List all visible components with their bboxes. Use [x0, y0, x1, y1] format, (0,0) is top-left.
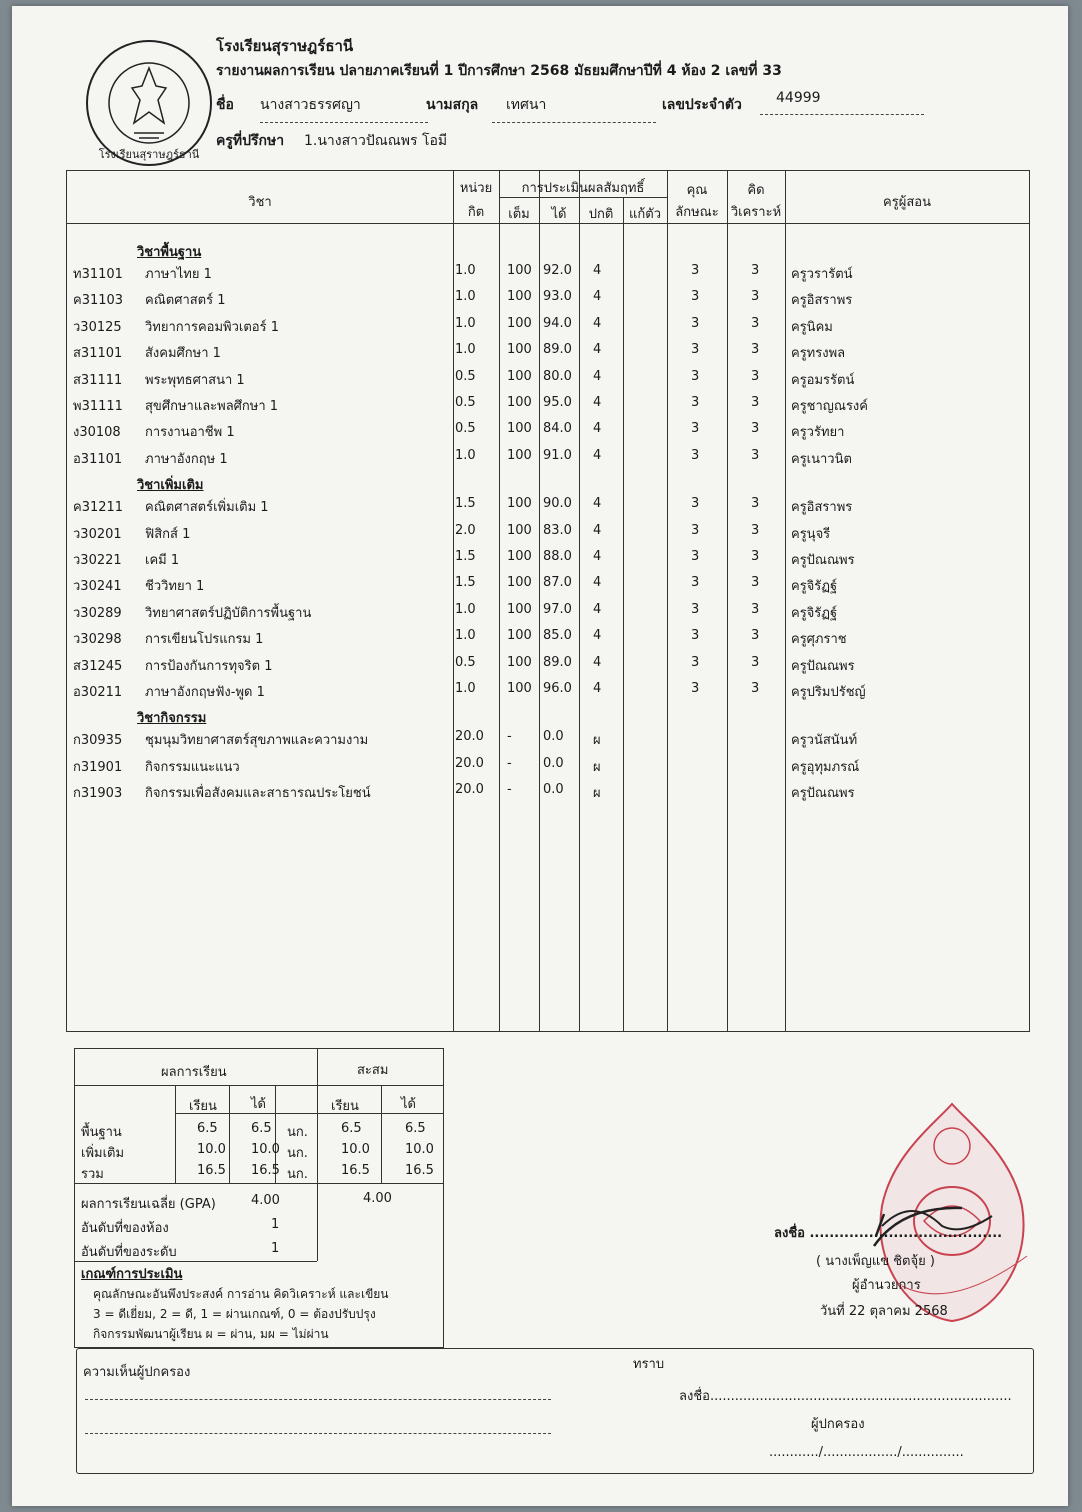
course-char: 3 — [691, 522, 700, 538]
header-think-top: คิด — [747, 183, 765, 198]
course-grade: 4 — [593, 395, 602, 410]
criteria-line-3: กิจกรรมพัฒนาผู้เรียน ผ = ผ่าน, มผ = ไม่ผ่าน — [93, 1327, 329, 1341]
course-teacher: ครูวรารัตน์ — [791, 267, 853, 282]
course-score: 80.0 — [543, 368, 572, 384]
summary-unit-abbr: นก. — [287, 1146, 308, 1161]
course-name: ชุมนุมวิทยาศาสตร์สุขภาพและความงาม — [145, 733, 369, 749]
course-code: ค31211 — [73, 500, 124, 516]
course-full: 100 — [507, 342, 532, 358]
section-title: วิชากิจกรรม — [137, 711, 207, 727]
course-code: ว30298 — [73, 632, 122, 648]
course-teacher: ครูนิคม — [791, 319, 833, 335]
summary-study: 16.5 — [197, 1163, 226, 1178]
course-unit: 20.0 — [455, 782, 484, 798]
course-code: ว30221 — [73, 553, 122, 568]
course-full: - — [507, 782, 512, 798]
course-char: 3 — [691, 628, 700, 644]
summary-got-label: ได้ — [251, 1097, 266, 1112]
course-code: พ31111 — [73, 399, 123, 414]
course-unit: 0.5 — [455, 421, 476, 437]
course-char: 3 — [691, 315, 700, 331]
course-unit: 1.5 — [455, 496, 476, 512]
course-code: ก31903 — [73, 786, 123, 802]
table-row — [67, 778, 1029, 804]
summary-unit-abbr: นก. — [287, 1125, 308, 1140]
course-char: 3 — [691, 496, 700, 512]
first-name-value: นางสาวธรรศญา — [260, 94, 428, 123]
course-teacher: ครูอิสราพร — [791, 500, 853, 516]
course-score: 83.0 — [543, 522, 572, 538]
summary-got: 6.5 — [251, 1121, 272, 1136]
criteria-title: เกณฑ์การประเมิน — [81, 1267, 183, 1282]
course-char: 3 — [691, 575, 700, 591]
course-score: 88.0 — [543, 549, 572, 564]
header-teacher: ครูผู้สอน — [883, 195, 931, 210]
criteria-line-1: คุณลักษณะอันพึงประสงค์ การอ่าน คิดวิเคราะห์ และเขียน — [93, 1287, 389, 1301]
director-name: ( นางเพ็ญแข ชิตจุ้ย ) — [816, 1254, 935, 1269]
course-teacher: ครูชาญณรงค์ — [791, 399, 868, 414]
course-teacher: ครูทรงพล — [791, 346, 846, 362]
course-char: 3 — [691, 447, 700, 463]
summary-unit-abbr: นก. — [287, 1167, 308, 1182]
course-code: อ30211 — [73, 685, 123, 700]
report-title: รายงานผลการเรียน ปลายภาคเรียนที่ 1 ปีการศึกษา 2568 มัธยมศึกษาปีที่ 4 ห้อง 2 เลขที่ 33 — [216, 63, 782, 79]
course-teacher: ครูวนัสนันท์ — [791, 733, 858, 749]
table-row — [67, 519, 1029, 545]
course-unit: 1.0 — [455, 263, 476, 278]
course-think: 3 — [751, 395, 760, 410]
course-code: ส31245 — [73, 658, 123, 674]
summary-study: 10.0 — [197, 1142, 226, 1157]
course-full: 100 — [507, 315, 532, 331]
course-full: - — [507, 729, 512, 745]
course-unit: 1.0 — [455, 447, 476, 463]
course-name: ชีววิทยา 1 — [145, 579, 205, 595]
course-score: 97.0 — [543, 601, 572, 617]
header-retake: แก้ตัว — [629, 207, 661, 222]
course-score: 0.0 — [543, 729, 564, 745]
course-name: คณิตศาสตร์ 1 — [145, 293, 226, 309]
course-char: 3 — [691, 395, 700, 410]
course-name: กิจกรรมแนะแนว — [145, 759, 240, 775]
parent-comment-box — [76, 1348, 1034, 1474]
course-full: 100 — [507, 601, 532, 617]
rank-room-label: อันดับที่ของห้อง — [81, 1221, 169, 1236]
course-unit: 20.0 — [455, 729, 484, 745]
table-row — [67, 312, 1029, 338]
course-score: 89.0 — [543, 342, 572, 358]
course-think: 3 — [751, 549, 760, 564]
course-name: การเขียนโปรแกรม 1 — [145, 632, 264, 648]
course-grade: 4 — [593, 315, 602, 331]
first-name-label: ชื่อ — [216, 97, 234, 113]
course-full: 100 — [507, 681, 532, 696]
course-think: 3 — [751, 421, 760, 437]
course-grade: 4 — [593, 421, 602, 437]
header-assessment: การประเมินผลสัมฤทธิ์ — [521, 181, 645, 196]
course-char: 3 — [691, 549, 700, 564]
table-row — [67, 651, 1029, 677]
course-code: ง30108 — [73, 425, 121, 441]
course-name: พระพุทธศาสนา 1 — [145, 372, 245, 388]
course-code: ส31101 — [73, 346, 123, 362]
course-char: 3 — [691, 368, 700, 384]
course-code: ก31901 — [73, 759, 123, 775]
course-grade: 4 — [593, 263, 602, 278]
advisor-label: ครูที่ปรึกษา — [216, 133, 285, 149]
svg-text:โรงเรียนสุราษฎร์ธานี: โรงเรียนสุราษฎร์ธานี — [98, 148, 200, 161]
course-think: 3 — [751, 315, 760, 331]
course-name: ภาษาอังกฤษ 1 — [145, 451, 228, 467]
summary-acc-study: 10.0 — [341, 1142, 370, 1157]
course-teacher: ครูวรัทยา — [791, 425, 845, 441]
course-name: กิจกรรมเพื่อสังคมและสาธารณประโยชน์ — [145, 786, 371, 802]
course-think: 3 — [751, 681, 760, 696]
course-grade: ผ — [593, 786, 601, 802]
course-full: 100 — [507, 395, 532, 410]
course-unit: 1.0 — [455, 628, 476, 644]
course-char: 3 — [691, 289, 700, 305]
course-full: 100 — [507, 496, 532, 512]
course-name: การงานอาชีพ 1 — [145, 425, 235, 441]
table-row — [67, 259, 1029, 285]
course-score: 94.0 — [543, 315, 572, 331]
course-score: 87.0 — [543, 575, 572, 591]
course-grade: 4 — [593, 681, 602, 696]
course-full: 100 — [507, 549, 532, 564]
table-row — [67, 492, 1029, 518]
header-think-bottom: วิเคราะห์ — [730, 205, 782, 220]
course-unit: 1.0 — [455, 342, 476, 358]
course-unit: 0.5 — [455, 395, 476, 410]
comment-line-2[interactable] — [85, 1433, 551, 1434]
course-char: 3 — [691, 263, 700, 278]
section-title: วิชาเพิ่มเติม — [137, 478, 204, 494]
course-think: 3 — [751, 342, 760, 358]
course-full: 100 — [507, 575, 532, 591]
course-think: 3 — [751, 368, 760, 384]
summary-result-label: ผลการเรียน — [161, 1065, 227, 1080]
summary-acc-study: 16.5 — [341, 1163, 370, 1178]
course-teacher: ครูอุทุมภรณ์ — [791, 759, 860, 775]
course-name: ฟิสิกส์ 1 — [145, 526, 191, 542]
header-char-bottom: ลักษณะ — [675, 205, 719, 220]
summary-acc-study-label: เรียน — [331, 1099, 359, 1114]
summary-study: 6.5 — [197, 1121, 218, 1136]
course-grade: 4 — [593, 368, 602, 384]
course-grade: 4 — [593, 628, 602, 644]
course-grade: 4 — [593, 522, 602, 538]
summary-acc-got: 10.0 — [405, 1142, 434, 1157]
course-full: 100 — [507, 289, 532, 305]
course-teacher: ครูนุจรี — [791, 526, 831, 542]
course-full: - — [507, 755, 512, 771]
course-think: 3 — [751, 628, 760, 644]
school-seal-logo — [84, 38, 214, 168]
course-think: 3 — [751, 601, 760, 617]
course-grade: 4 — [593, 447, 602, 463]
table-row — [67, 338, 1029, 364]
course-char: 3 — [691, 654, 700, 670]
table-row — [67, 365, 1029, 391]
course-name: ภาษาไทย 1 — [145, 267, 212, 282]
course-teacher: ครูอิสราพร — [791, 293, 853, 309]
course-teacher: ครูศุภราช — [791, 632, 847, 648]
course-teacher: ครูจิรัฏฐ์ — [791, 579, 838, 595]
course-unit: 1.5 — [455, 575, 476, 591]
summary-acc-got-label: ได้ — [401, 1097, 416, 1112]
rank-level-value: 1 — [271, 1241, 280, 1256]
course-code: ว30241 — [73, 579, 122, 595]
course-unit: 1.5 — [455, 549, 476, 564]
course-full: 100 — [507, 654, 532, 670]
director-position: ผู้อำนวยการ — [852, 1278, 921, 1293]
parent-date-line[interactable]: ............/................../............... — [769, 1445, 964, 1460]
school-name: โรงเรียนสุราษฎร์ธานี — [216, 37, 354, 55]
course-teacher: ครูปัณณพร — [791, 553, 855, 568]
course-name: วิทยาการคอมพิวเตอร์ 1 — [145, 319, 279, 335]
parent-label: ผู้ปกครอง — [811, 1417, 865, 1432]
course-grade: 4 — [593, 654, 602, 670]
course-think: 3 — [751, 575, 760, 591]
summary-got: 10.0 — [251, 1142, 280, 1157]
course-code: ว30289 — [73, 605, 122, 621]
course-unit: 1.0 — [455, 681, 476, 696]
sign-label: ลงชื่อ ....................................... — [774, 1226, 1003, 1241]
course-grade: 4 — [593, 289, 602, 305]
gpa-accum-value: 4.00 — [363, 1191, 392, 1206]
summary-row-label: รวม — [81, 1167, 104, 1182]
course-char: 3 — [691, 601, 700, 617]
header-got: ได้ — [551, 207, 567, 222]
course-char: 3 — [691, 342, 700, 358]
course-score: 93.0 — [543, 289, 572, 305]
last-name-label: นามสกุล — [426, 97, 479, 113]
course-score: 95.0 — [543, 395, 572, 410]
course-unit: 0.5 — [455, 368, 476, 384]
last-name-value: เทศนา — [492, 94, 656, 123]
course-think: 3 — [751, 447, 760, 463]
header-char-top: คุณ — [686, 183, 708, 198]
summary-table — [74, 1048, 444, 1348]
course-code: อ31101 — [73, 451, 123, 467]
course-grade: 4 — [593, 496, 602, 512]
course-think: 3 — [751, 496, 760, 512]
course-name: ภาษาอังกฤษฟัง-พูด 1 — [145, 685, 265, 700]
course-unit: 1.0 — [455, 315, 476, 331]
summary-accum-label: สะสม — [357, 1063, 389, 1078]
course-score: 89.0 — [543, 654, 572, 670]
table-row — [67, 624, 1029, 650]
course-code: ว30201 — [73, 526, 122, 542]
course-full: 100 — [507, 447, 532, 463]
course-unit: 0.5 — [455, 654, 476, 670]
course-grade: 4 — [593, 342, 602, 358]
parent-sign-line[interactable]: ลงชื่อ......................................................................... — [679, 1389, 1012, 1404]
table-row — [67, 285, 1029, 311]
course-score: 85.0 — [543, 628, 572, 644]
course-score: 0.0 — [543, 755, 564, 771]
grades-table — [66, 170, 1030, 1032]
course-score: 91.0 — [543, 447, 572, 463]
course-score: 0.0 — [543, 782, 564, 798]
header-normal: ปกติ — [588, 207, 614, 222]
comment-title: ความเห็นผู้ปกครอง — [83, 1365, 191, 1380]
course-code: ก30935 — [73, 733, 123, 749]
comment-line-1[interactable] — [85, 1399, 551, 1400]
course-score: 84.0 — [543, 421, 572, 437]
student-id-label: เลขประจำตัว — [662, 97, 742, 113]
course-grade: ผ — [593, 759, 601, 775]
course-name: การป้องกันการทุจริต 1 — [145, 658, 273, 674]
course-name: คณิตศาสตร์เพิ่มเติม 1 — [145, 500, 269, 516]
course-unit: 1.0 — [455, 601, 476, 617]
summary-acc-got: 16.5 — [405, 1163, 434, 1178]
course-full: 100 — [507, 522, 532, 538]
summary-row-label: พื้นฐาน — [81, 1125, 122, 1140]
course-name: วิทยาศาสตร์ปฏิบัติการพื้นฐาน — [145, 605, 312, 621]
course-teacher: ครูเนาวนิต — [791, 451, 852, 467]
table-row — [67, 444, 1029, 470]
table-row — [67, 417, 1029, 443]
course-full: 100 — [507, 368, 532, 384]
course-unit: 20.0 — [455, 755, 484, 771]
course-full: 100 — [507, 263, 532, 278]
acknowledge-label: ทราบ — [633, 1357, 665, 1372]
student-id-value: 44999 — [760, 90, 924, 115]
course-score: 90.0 — [543, 496, 572, 512]
course-teacher: ครูปริมปรัชญ์ — [791, 685, 866, 700]
course-code: ว30125 — [73, 319, 122, 335]
table-row — [67, 571, 1029, 597]
course-unit: 1.0 — [455, 289, 476, 305]
course-full: 100 — [507, 421, 532, 437]
header-unit-bottom: กิต — [467, 205, 485, 220]
header-unit-top: หน่วย — [459, 181, 493, 196]
summary-acc-got: 6.5 — [405, 1121, 426, 1136]
course-score: 92.0 — [543, 263, 572, 278]
advisor-value: 1.นางสาวปัณณพร โอมี — [304, 133, 448, 149]
rank-room-value: 1 — [271, 1217, 280, 1232]
summary-got: 16.5 — [251, 1163, 280, 1178]
course-name: เคมี 1 — [145, 553, 180, 568]
course-think: 3 — [751, 654, 760, 670]
course-teacher: ครูปัณณพร — [791, 786, 855, 802]
summary-acc-study: 6.5 — [341, 1121, 362, 1136]
table-row — [67, 677, 1029, 703]
course-name: สุขศึกษาและพลศึกษา 1 — [145, 399, 279, 414]
gpa-label: ผลการเรียนเฉลี่ย (GPA) — [81, 1197, 216, 1212]
table-row — [67, 598, 1029, 624]
course-name: สังคมศึกษา 1 — [145, 346, 221, 362]
course-think: 3 — [751, 263, 760, 278]
course-grade: 4 — [593, 601, 602, 617]
table-row — [67, 725, 1029, 751]
table-row — [67, 545, 1029, 571]
header-full: เต็ม — [508, 207, 530, 222]
course-grade: 4 — [593, 575, 602, 591]
course-grade: 4 — [593, 549, 602, 564]
course-char: 3 — [691, 421, 700, 437]
section-title: วิชาพื้นฐาน — [137, 245, 202, 260]
report-paper — [12, 6, 1068, 1506]
course-code: ส31111 — [73, 372, 123, 388]
report-date: วันที่ 22 ตุลาคม 2568 — [820, 1304, 948, 1319]
summary-row-label: เพิ่มเติม — [81, 1146, 125, 1161]
course-think: 3 — [751, 289, 760, 305]
table-row — [67, 752, 1029, 778]
course-code: ท31101 — [73, 267, 123, 282]
criteria-line-2: 3 = ดีเยี่ยม, 2 = ดี, 1 = ผ่านเกณฑ์, 0 = ต้องปรับปรุง — [93, 1307, 376, 1321]
rank-level-label: อันดับที่ของระดับ — [81, 1245, 177, 1260]
course-char: 3 — [691, 681, 700, 696]
course-think: 3 — [751, 522, 760, 538]
header-subject: วิชา — [248, 195, 272, 210]
table-row — [67, 391, 1029, 417]
gpa-value: 4.00 — [251, 1193, 280, 1208]
course-teacher: ครูอมรรัตน์ — [791, 372, 855, 388]
course-full: 100 — [507, 628, 532, 644]
course-score: 96.0 — [543, 681, 572, 696]
course-unit: 2.0 — [455, 522, 476, 538]
summary-study-label: เรียน — [189, 1099, 217, 1114]
course-teacher: ครูปัณณพร — [791, 658, 855, 674]
course-teacher: ครูจิรัฏฐ์ — [791, 605, 838, 621]
course-code: ค31103 — [73, 293, 124, 309]
course-grade: ผ — [593, 733, 601, 749]
